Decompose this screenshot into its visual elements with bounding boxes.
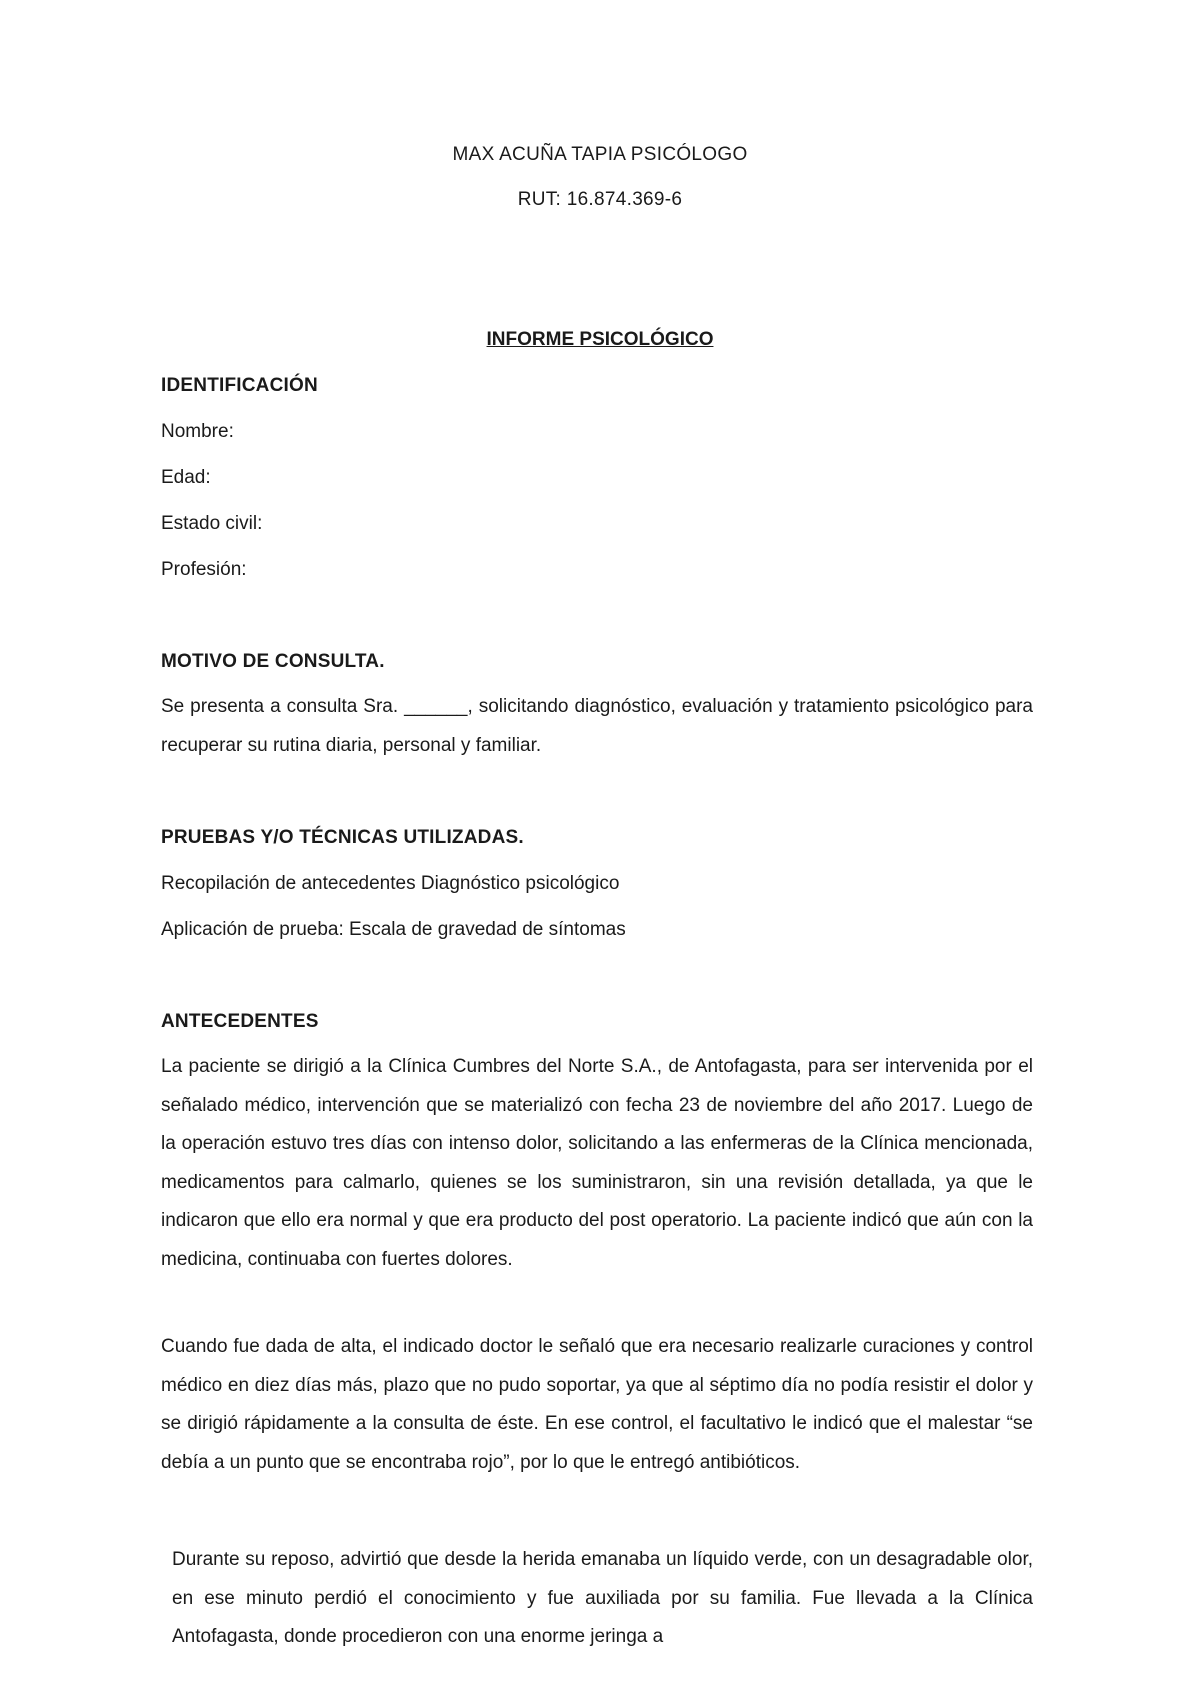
rut-number: RUT: 16.874.369-6 xyxy=(517,189,683,210)
identification-heading: IDENTIFICACIÓN xyxy=(161,375,318,396)
background-paragraph-3: Durante su reposo, advirtió que desde la herida emanaba un líquido verde, con un desagradable olor, en ese minuto perdió el conocimiento y fue auxiliada por su familia. Fue llevada a la Clínica Antofagasta, donde procedieron con una enorme jeringa a xyxy=(172,1549,1033,1647)
tests-heading: PRUEBAS Y/O TÉCNICAS UTILIZADAS. xyxy=(161,827,524,848)
report-title: INFORME PSICOLÓGICO xyxy=(486,329,714,350)
background-paragraph-2: Cuando fue dada de alta, el indicado doctor le señaló que era necesario realizarle curaciones y control médico en diez días más, plazo que no pudo soportar, ya que al séptimo día no podía resistir el dolor y se dirigió rápidamente a la consulta de éste. En ese control, el facultativo le indicó que el malestar “se debía a un punto que se encontraba rojo”, por lo que le entregó antibióticos. xyxy=(161,1336,1033,1473)
reason-paragraph: Se presenta a consulta Sra. ______, solicitando diagnóstico, evaluación y tratamiento psicológico para recuperar su rutina diaria, personal y familiar. xyxy=(161,696,1033,756)
psychologist-name: MAX ACUÑA TAPIA PSICÓLOGO xyxy=(452,144,748,165)
tests-line-2: Aplicación de prueba: Escala de gravedad de síntomas xyxy=(161,919,626,940)
tests-line-1: Recopilación de antecedentes Diagnóstico psicológico xyxy=(161,873,620,894)
background-heading: ANTECEDENTES xyxy=(161,1011,319,1032)
field-marital-status: Estado civil: xyxy=(161,513,263,534)
field-age: Edad: xyxy=(161,467,211,488)
field-profession: Profesión: xyxy=(161,559,247,580)
reason-heading: MOTIVO DE CONSULTA. xyxy=(161,651,385,672)
background-paragraph-1: La paciente se dirigió a la Clínica Cumbres del Norte S.A., de Antofagasta, para ser intervenida por el señalado médico, intervención que se materializó con fecha 23 de noviembre del año 2017. Luego de la operación estuvo tres días con intenso dolor, solicitando a las enfermeras de la Clínica mencionada, medicamentos para calmarlo, quienes se los suministraron, sin una revisión detallada, ya que le indicaron que ello era normal y que era producto del post operatorio. La paciente indicó que aún con la medicina, continuaba con fuertes dolores. xyxy=(161,1056,1033,1270)
field-name: Nombre: xyxy=(161,421,234,442)
